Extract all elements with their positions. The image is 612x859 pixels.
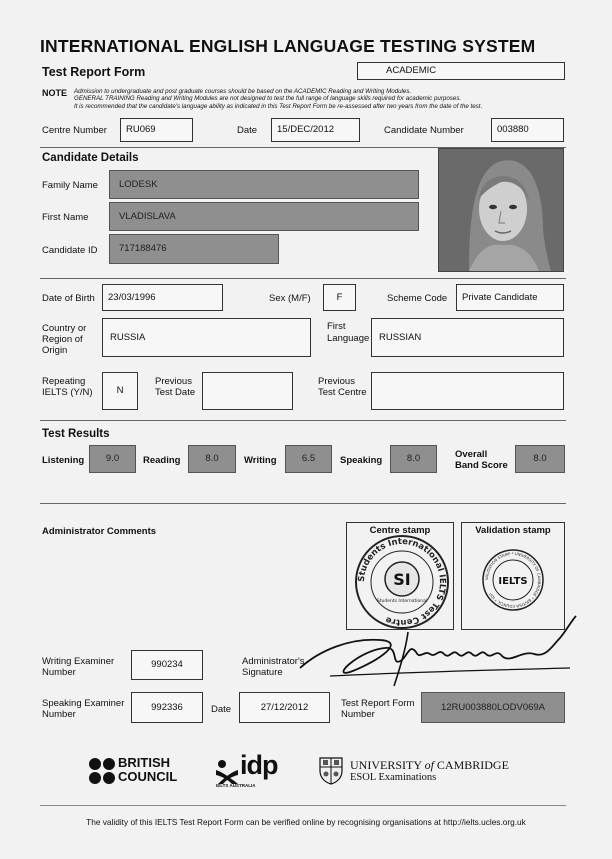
divider [40, 278, 566, 279]
country-value: RUSSIA [102, 318, 311, 357]
idp-emblem-icon [214, 758, 240, 786]
centre-number-value: RU069 [120, 118, 193, 142]
test-date-value: 15/DEC/2012 [271, 118, 360, 142]
administrator-signature-label: Administrator's Signature [242, 656, 305, 678]
previous-test-centre-label: Previous Test Centre [318, 376, 367, 398]
centre-stamp-label: Centre stamp [369, 525, 431, 536]
first-language-label: First Language [327, 321, 370, 344]
candidate-details-heading: Candidate Details [42, 152, 139, 164]
candidate-number-value: 003880 [491, 118, 564, 142]
first-name-label: First Name [42, 212, 89, 223]
overall-band-label: Overall Band Score [455, 449, 508, 471]
validation-stamp-core: IELTS [498, 576, 528, 587]
divider [40, 503, 566, 504]
note-label: NOTE [42, 88, 68, 98]
family-name-value: LODESK [109, 170, 419, 199]
administrator-signature [290, 610, 580, 690]
overall-band-score: 8.0 [515, 445, 565, 473]
speaking-score: 8.0 [390, 445, 437, 473]
writing-label: Writing [244, 455, 277, 466]
speaking-label: Speaking [340, 455, 383, 466]
test-date-label: Date [237, 125, 258, 136]
centre-number-label: Centre Number [42, 125, 107, 136]
reading-label: Reading [143, 455, 181, 466]
test-report-form: INTERNATIONAL ENGLISH LANGUAGE TESTING SYSTEM Test Report Form ACADEMIC NOTE Admission to undergraduate and post graduate courses should be based on the ACADEMIC Reading and Writing Modules. GENERAL TRAINING Reading and Writing Modules are not designed to test the full range of language skills required for academic purposes. It is recommended that the candidate's language ability as indicated in this Test Report Form be re-assessed after two years from the date of the test. Centre Number RU069 Date 15/DEC/2012 Candidate Number 003880 Candidate Details Family Name LODESK First Name VLADISLAVA Candidate ID 717188476 Date of Birth 23/03/1996 Sex (M/F) F Scheme Code Private Candidate Country or Region of Origin RUSSIA First Language RUSSIAN Repeating IELTS (Y/N) N Previous Test Date Previous Test Centre Test Results Listening 9.0 Reading 8.0 Writing 6.5 Speaking 8.0 Overall Band Score 8.0 Administrator Comments Centre stamp Students International IELTS Test Centre SI Students International Validation stamp VALIDATION STAMP * UNIVERSITY OF CAMBRIDGE * BRITISH COUNCIL * IDP IELTS Writing Examiner Number 990234 Administrator's Signature Speaking Examiner Number 992336 Date 27/12/2012 Test Report Form Number 12RU003880LODV069A BRITISH COUNCIL idp IELTS AUSTRALIA UNIVERSITY of CAMBRIDGE ESOL Examinations The validity of this IELTS Test Report Form can be verified online by recognising organisations at http://ielts.ucles.org.uk [0, 0, 612, 859]
divider [40, 420, 566, 421]
divider [40, 805, 566, 806]
candidate-photo [438, 148, 564, 272]
portrait-image [439, 149, 563, 271]
first-language-value: RUSSIAN [371, 318, 564, 357]
candidate-id-value: 717188476 [109, 234, 279, 264]
trf-number-value: 12RU003880LODV069A [421, 692, 565, 723]
listening-label: Listening [42, 455, 85, 466]
repeating-label: Repeating IELTS (Y/N) [42, 376, 93, 398]
scheme-code-value: Private Candidate [456, 284, 564, 311]
writing-examiner-value: 990234 [131, 650, 203, 680]
candidate-number-label: Candidate Number [384, 125, 464, 136]
candidate-id-label: Candidate ID [42, 245, 98, 256]
centre-stamp-sub: Students International [376, 599, 428, 604]
validation-stamp-ring-text: VALIDATION STAMP * UNIVERSITY OF CAMBRIDGE * BRITISH COUNCIL * IDP [483, 550, 543, 610]
sex-value: F [323, 284, 356, 311]
administrator-comments-label: Administrator Comments [42, 526, 157, 537]
module-box: ACADEMIC [357, 62, 565, 80]
trf-number-label: Test Report Form Number [341, 698, 415, 720]
reading-score: 8.0 [188, 445, 236, 473]
british-council-dots-icon [88, 757, 116, 785]
validation-stamp-label: Validation stamp [475, 525, 551, 536]
validation-stamp-seal [481, 548, 545, 612]
centre-stamp-core: SI [393, 570, 411, 589]
speaking-examiner-value: 992336 [131, 692, 203, 723]
writing-examiner-label: Writing Examiner Number [42, 656, 115, 678]
signature-date-value: 27/12/2012 [239, 692, 330, 723]
previous-test-centre-value [371, 372, 564, 410]
signature-date-label: Date [211, 704, 232, 715]
dob-value: 23/03/1996 [102, 284, 223, 311]
family-name-label: Family Name [42, 180, 98, 191]
previous-test-date-label: Previous Test Date [155, 376, 196, 398]
speaking-examiner-label: Speaking Examiner Number [42, 698, 125, 720]
document-title: INTERNATIONAL ENGLISH LANGUAGE TESTING SYSTEM [40, 36, 536, 56]
validity-statement: The validity of this IELTS Test Report Form can be verified online by recognising organisations at http://ielts.ucles.org.uk [86, 817, 526, 827]
cambridge-shield-icon [319, 757, 343, 785]
previous-test-date-value [202, 372, 293, 410]
listening-score: 9.0 [89, 445, 136, 473]
centre-stamp-ring-text: Students International IELTS Test Centre [356, 536, 448, 628]
country-label: Country or Region of Origin [42, 323, 87, 356]
note-text: Admission to undergraduate and post graduate courses should be based on the ACADEMIC Reading and Writing Modules. GENERAL TRAINING Reading and Writing Modules are not designed to test the full range of language skills required for academic purposes. It is recommended that the candidate's language ability as indicated in this Test Report Form be re-assessed after two years from the date of the test. [74, 88, 483, 110]
sex-label: Sex (M/F) [269, 293, 311, 304]
repeating-value: N [102, 372, 138, 410]
test-results-heading: Test Results [42, 428, 110, 440]
scheme-code-label: Scheme Code [387, 293, 448, 304]
writing-score: 6.5 [285, 445, 332, 473]
form-title: Test Report Form [42, 65, 146, 79]
first-name-value: VLADISLAVA [109, 202, 419, 231]
dob-label: Date of Birth [42, 293, 95, 304]
